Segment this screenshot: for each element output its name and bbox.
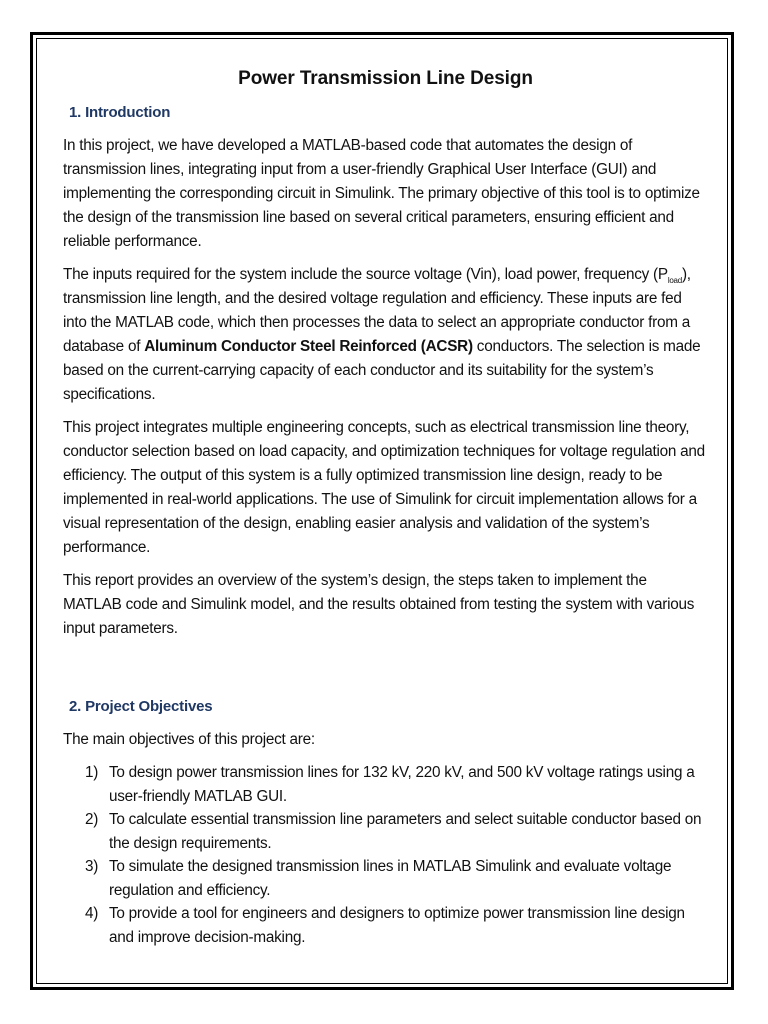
document-title: Power Transmission Line Design — [238, 68, 533, 89]
intro-paragraph-1: In this project, we have developed a MATLAB-based code that automates the design of transmission lines, integrating input from a user-friendly Graphical User Interface (GUI) and implementing the corresponding circuit in Simulink. The primary objective of this tool is to optimize the design of the transmission line based on several critical parameters, ensuring efficient and reliable performance. — [63, 137, 700, 250]
list-item — [63, 902, 708, 949]
list-item-text: To simulate the designed transmission lines in MATLAB Simulink and evaluate voltage regulation and efficiency. — [109, 858, 672, 899]
list-item-text: To design power transmission lines for 132 kV, 220 kV, and 500 kV voltage ratings using a user-friendly MATLAB GUI. — [109, 764, 695, 805]
intro-paragraph-4: This report provides an overview of the system’s design, the steps taken to implement the MATLAB code and Simulink model, and the results obtained from testing the system with various input parameters. — [63, 572, 695, 637]
section-spacer — [63, 650, 708, 696]
objectives-list — [63, 761, 708, 949]
list-item-text: To provide a tool for engineers and designers to optimize power transmission line design and improve decision-making. — [109, 905, 685, 946]
intro-paragraph-2 — [63, 263, 708, 407]
intro-paragraph-2-text-a: The inputs required for the system include the source voltage (Vin), load power, frequency (P — [63, 266, 668, 283]
list-item — [63, 761, 708, 808]
p-load-subscript: load — [667, 276, 682, 286]
objectives-intro: The main objectives of this project are: — [63, 731, 315, 748]
list-item — [63, 855, 708, 902]
intro-paragraph-2-text-b: ), transmission line length, and the desired voltage regulation and efficiency. These inputs are fed into the MATLAB code, which then processes the data to select an appropriate conductor from a database of — [63, 266, 691, 355]
acsr-bold-term: Aluminum Conductor Steel Reinforced (ACSR) — [144, 338, 473, 355]
document-body — [63, 66, 708, 949]
list-item-number: 2) — [85, 811, 99, 828]
list-item-text: To calculate essential transmission line parameters and select suitable conductor based on the design requirements. — [109, 811, 702, 852]
list-item-number: 1) — [85, 764, 99, 781]
list-item-number: 4) — [85, 905, 99, 922]
intro-paragraph-2-text-c: conductors. The selection is made based on the current-carrying capacity of each conductor and its suitability for the system’s specifications. — [63, 338, 701, 403]
list-item-number: 3) — [85, 858, 99, 875]
list-item — [63, 808, 708, 855]
section-heading-introduction: 1. Introduction — [69, 104, 171, 121]
intro-paragraph-3: This project integrates multiple engineering concepts, such as electrical transmission line theory, conductor selection based on load capacity, and optimization techniques for voltage regulation and efficiency. The output of this system is a fully optimized transmission line design, ready to be implemented in real-world applications. The use of Simulink for circuit implementation allows for a visual representation of the design, enabling easier analysis and validation of the system’s performance. — [63, 419, 705, 556]
section-heading-objectives: 2. Project Objectives — [69, 698, 213, 715]
